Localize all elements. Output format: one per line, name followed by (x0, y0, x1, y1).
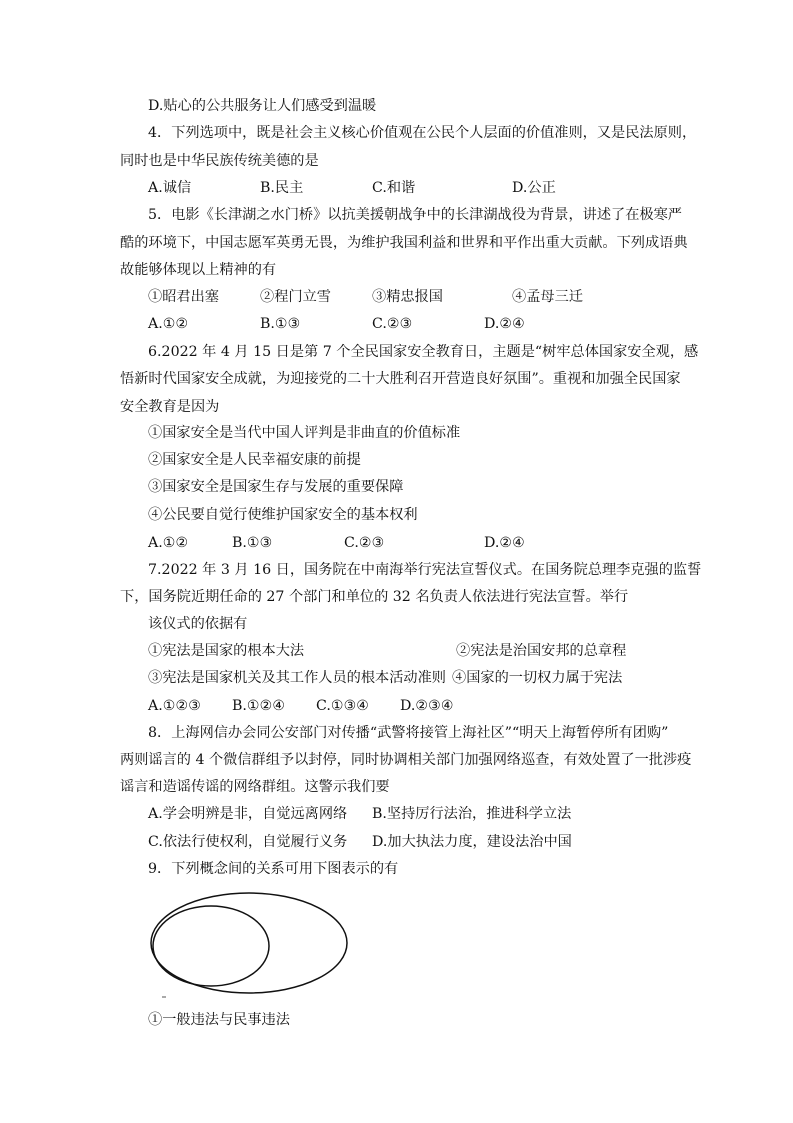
q7-option-c: C.①③④ (316, 698, 370, 714)
q8-option-a: A.学会明辨是非，自觉远离网络 (148, 806, 348, 822)
q3-option-d: D.贴心的公共服务让人们感受到温暖 (148, 98, 377, 114)
q4-option-c: C.和谐 (372, 180, 416, 196)
q9-item-1: ①一般违法与民事违法 (148, 1012, 290, 1028)
q5-item-1: ①昭君出塞 (148, 289, 219, 305)
q6-option-b: B.①③ (232, 535, 273, 551)
q4-stem-line2: 同时也是中华民族传统美德的是 (120, 153, 319, 169)
q6-option-d: D.②④ (484, 535, 525, 551)
q4-option-a: A.诚信 (148, 180, 192, 196)
q8-stem-line1: 8．上海网信办会同公安部门对传播“武警将接管上海社区”“明天上海暂停所有团购” (148, 725, 669, 741)
q7-stem-line2: 下，国务院近期任命的 27 个部门和单位的 32 名负责人依法进行宪法宣誓。举行 (120, 589, 629, 605)
q7-item-2: ②宪法是治国安邦的总章程 (456, 643, 627, 659)
q6-option-a: A.①② (148, 535, 189, 551)
nested-ellipses-diagram (150, 890, 355, 1002)
q9-stem-line1: 9．下列概念间的关系可用下图表示的有 (148, 861, 399, 877)
q5-option-d: D.②④ (484, 316, 525, 332)
q6-option-c: C.②③ (344, 535, 385, 551)
q5-item-4: ④孟母三迁 (512, 289, 583, 305)
q8-stem-line2: 两则谣言的 4 个微信群组予以封停，同时协调相关部门加强网络巡查，有效处置了一批涉疫 (120, 752, 692, 768)
q5-stem-line3: 故能够体现以上精神的有 (120, 262, 277, 278)
q7-option-d: D.②③④ (400, 698, 454, 714)
q5-stem-line2: 酷的环境下，中国志愿军英勇无畏，为维护我国利益和世界和平作出重大贡献。下列成语典 (120, 235, 688, 251)
q6-item-1: ①国家安全是当代中国人评判是非曲直的价值标准 (148, 425, 461, 441)
q6-stem-line2: 悟新时代国家安全成就，为迎接党的二十大胜利召开营造良好氛围”。重视和加强全民国家 (120, 371, 681, 387)
q8-option-d: D.加大执法力度，建设法治中国 (372, 834, 572, 850)
q5-stem-line1: 5．电影《长津湖之水门桥》以抗美援朝战争中的长津湖战役为背景，讲述了在极寒严 (148, 207, 682, 223)
q5-item-2: ②程门立雪 (260, 289, 331, 305)
q6-stem-line1: 6.2022 年 4 月 15 日是第 7 个全民国家安全教育日，主题是“树牢总体国家安全观，感 (148, 344, 699, 360)
q4-option-b: B.民主 (260, 180, 304, 196)
q4-stem-line1: 4．下列选项中，既是社会主义核心价值观在公民个人层面的价值准则，又是民法原则， (148, 125, 697, 141)
q5-item-3: ③精忠报国 (372, 289, 443, 305)
q5-option-a: A.①② (148, 316, 189, 332)
q6-item-3: ③国家安全是国家生存与发展的重要保障 (148, 479, 404, 495)
q5-option-b: B.①③ (260, 316, 301, 332)
q7-stem-line1: 7.2022 年 3 月 16 日，国务院在中南海举行宪法宣誓仪式。在国务院总理李克强的监誓 (148, 562, 702, 578)
q5-option-c: C.②③ (372, 316, 413, 332)
q8-option-c: C.依法行使权利，自觉履行义务 (148, 834, 348, 850)
q6-item-4: ④公民要自觉行使维护国家安全的基本权利 (148, 507, 418, 523)
q4-option-d: D.公正 (512, 180, 556, 196)
q6-stem-line3: 安全教育是因为 (120, 399, 220, 415)
q7-option-b: B.①②④ (232, 698, 286, 714)
q8-option-b: B.坚持厉行法治，推进科学立法 (372, 806, 572, 822)
outer-ellipse (151, 893, 347, 993)
q6-item-2: ②国家安全是人民幸福安康的前提 (148, 452, 361, 468)
q8-stem-line3: 谣言和造谣传谣的网络群组。这警示我们要 (120, 779, 390, 795)
inner-ellipse (153, 906, 269, 986)
q7-item-4: ④国家的一切权力属于宪法 (452, 670, 623, 686)
q7-option-a: A.①②③ (148, 698, 201, 714)
q7-stem-line3: 该仪式的依据有 (148, 616, 248, 632)
q7-item-3: ③宪法是国家机关及其工作人员的根本活动准则 (148, 670, 446, 686)
q7-item-1: ①宪法是国家的根本大法 (148, 643, 305, 659)
